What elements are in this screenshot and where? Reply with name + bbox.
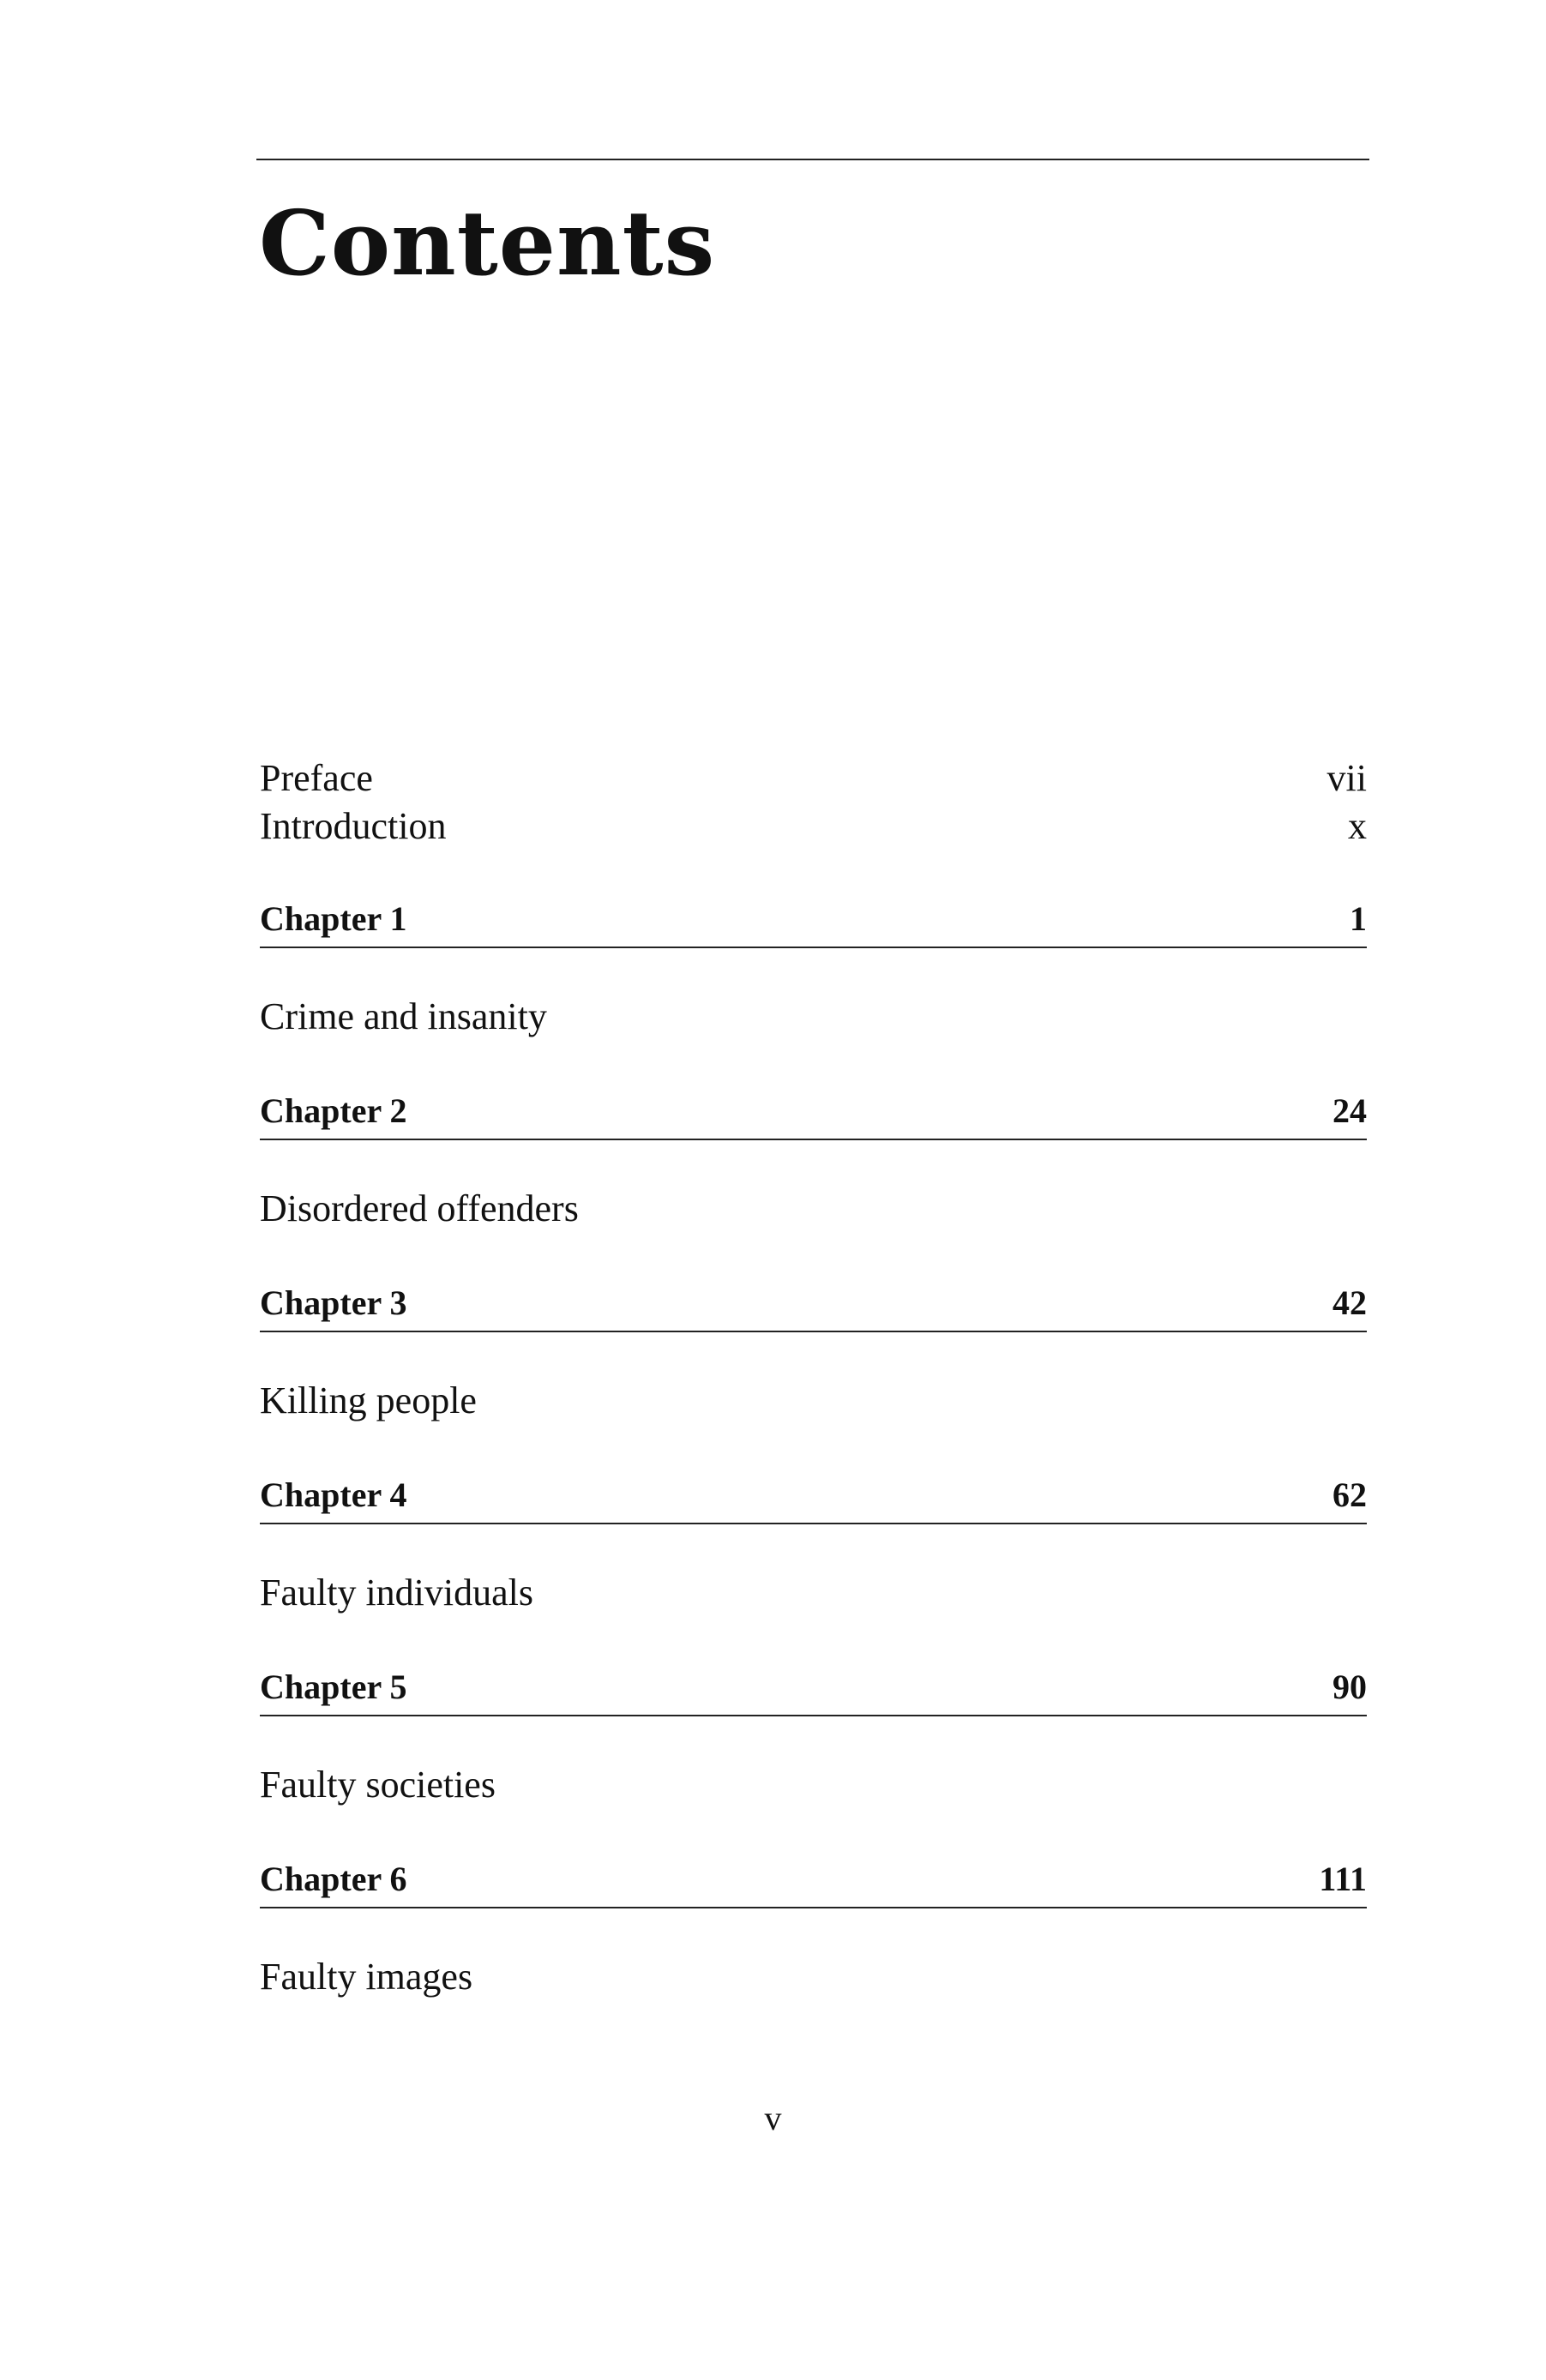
chapter-page: 24: [1332, 1091, 1367, 1130]
chapter-label: Chapter 1: [260, 899, 407, 938]
chapter-title[interactable]: Disordered offenders: [260, 1187, 579, 1229]
chapter-label: Chapter 2: [260, 1091, 407, 1130]
chapter-entry-1: [260, 897, 1367, 1089]
chapter-heading[interactable]: [260, 1281, 1367, 1332]
chapter-page: 62: [1332, 1475, 1367, 1514]
chapter-heading[interactable]: [260, 1665, 1367, 1716]
toc-entry-page: x: [1348, 805, 1367, 847]
toc-entry-page: vii: [1326, 757, 1367, 799]
chapter-entry-2: [260, 1089, 1367, 1281]
page-title: Contents: [259, 190, 716, 296]
chapter-label: Chapter 4: [260, 1475, 407, 1514]
chapter-heading[interactable]: [260, 1473, 1367, 1524]
toc-entry-label: Preface: [260, 757, 373, 799]
chapter-title[interactable]: Killing people: [260, 1379, 477, 1421]
toc-entry-introduction[interactable]: [260, 802, 1367, 850]
chapter-entry-4: [260, 1473, 1367, 1665]
chapter-label: Chapter 3: [260, 1283, 407, 1322]
toc-entry-preface[interactable]: [260, 754, 1367, 802]
chapter-page: 1: [1350, 899, 1367, 938]
chapter-heading[interactable]: [260, 1089, 1367, 1140]
chapter-title[interactable]: Faulty images: [260, 1956, 473, 1998]
page-number: v: [764, 2099, 782, 2137]
chapter-label: Chapter 5: [260, 1668, 407, 1706]
chapter-heading[interactable]: [260, 1857, 1367, 1908]
front-matter-list: [260, 754, 1367, 850]
chapter-label: Chapter 6: [260, 1860, 407, 1898]
chapter-title[interactable]: Faulty societies: [260, 1764, 496, 1806]
chapter-list: [260, 897, 1367, 2049]
chapter-heading[interactable]: [260, 897, 1367, 948]
chapter-title[interactable]: Crime and insanity: [260, 995, 547, 1037]
chapter-page: 42: [1332, 1283, 1367, 1322]
chapter-entry-5: [260, 1665, 1367, 1857]
top-rule: [256, 159, 1369, 160]
chapter-title[interactable]: Faulty individuals: [260, 1572, 533, 1614]
toc-entry-label: Introduction: [260, 805, 447, 847]
chapter-page: 111: [1319, 1860, 1367, 1898]
chapter-entry-6: [260, 1857, 1367, 2049]
chapter-page: 90: [1332, 1668, 1367, 1706]
chapter-entry-3: [260, 1281, 1367, 1473]
